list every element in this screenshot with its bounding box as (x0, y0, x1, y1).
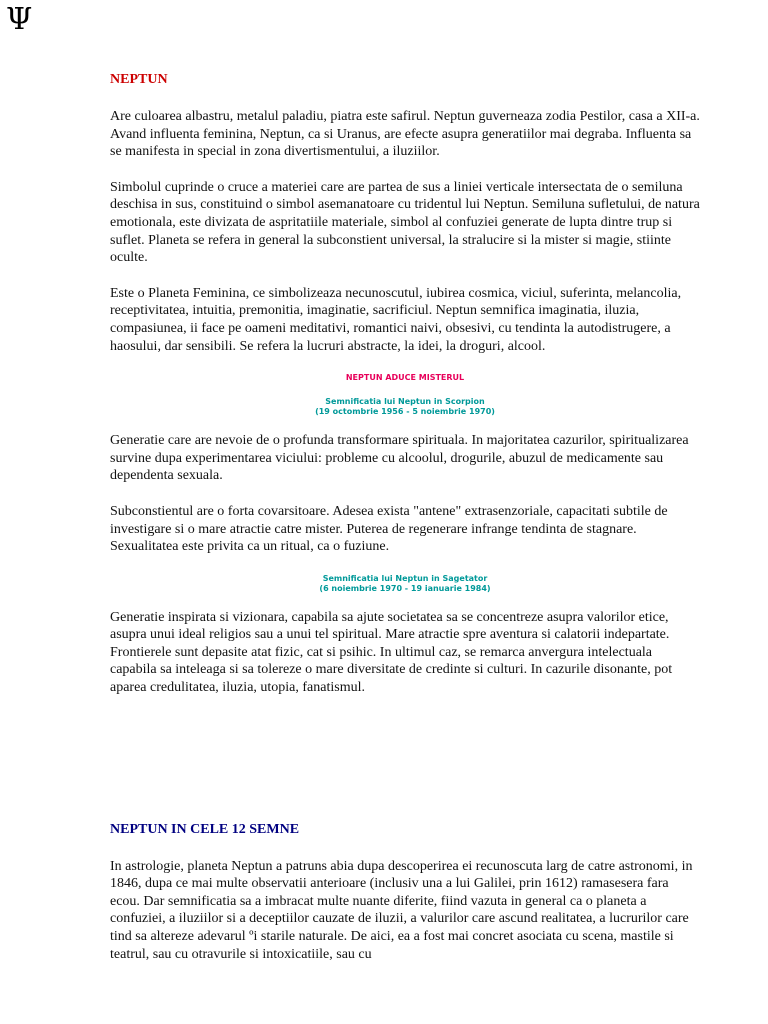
banner-title: NEPTUN ADUCE MISTERUL (345, 373, 465, 383)
section-title-neptun-12-semne: NEPTUN IN CELE 12 SEMNE (110, 821, 300, 837)
paragraph: In astrologie, planeta Neptun a patruns abia dupa descoperirea ei recunoscuta larg de catre astronomi, in 1846, dupa ce mai multe observatii anterioare (inclusiv una a lui Galilei, prin 1612) ramasesera fara ecou. Dar semnificatia sa a imbracat multe nuante diferite, fiind vazuta in general ca o planeta a confuziei, a iluziilor si a deceptiilor cauzate de iluzii, a valurilor care ascund realitatea, a lucrurilor care tind sa altereze adevarul ºi starile naturale. De aici, ea a fost mai concret asociata cu scena, mastile si teatrul, sau cu otravurile si intoxicatiile, sau cu (110, 858, 693, 962)
paragraph: Generatie inspirata si vizionara, capabila sa ajute societatea sa se concentreze asupra valorilor etice, asupra unui ideal religios sau a unui tel spiritual. Mare atractie spre aventura si calatorii indepartate. (110, 609, 670, 643)
paragraph: Frontierele sunt depasite atat fizic, cat si psihic. In ultimul caz, se remarca anvergura intelectuala capabila sa inteleaga si sa tolereze o mare diversitate de credinte si culturi. In cazurile disonante, pot aparea credulitatea, iluzia, utopia, fanatismul. (110, 644, 673, 696)
paragraph: Simbolul cuprinde o cruce a materiei care are partea de sus a liniei verticale intersectata de o semiluna deschisa in sus, constituind o simbol asemanatoare cu tridentul lui Neptun. Semiluna sufletului, de natura emotionala, este divizata de aspritatiile materiale, simbol al confuziei generate de lupta dintre trup si suflet. Planeta se refera in general la subconstient universal, la stralucire si la mister si magie, stiinte oculte. (110, 179, 700, 266)
subsection-dates-scorpion: (19 octombrie 1956 - 5 noiembrie 1970) (315, 407, 495, 417)
subsection-dates-sagetator: (6 noiembrie 1970 - 19 ianuarie 1984) (319, 583, 491, 593)
neptune-symbol-icon: Ψ (6, 2, 33, 37)
section-title-neptun: NEPTUN (110, 72, 168, 87)
paragraph: Subconstientul are o forta covarsitoare. Adesea exista "antene" extrasenzoriale, capacitati subtile de investigare si o mare atractie catre mister. Puterea de regenerare infrange tendinta de stagnare. Sexualitatea este privita ca un ritual, ca o fuziune. (110, 503, 668, 555)
paragraph: Generatie care are nevoie de o profunda transformare spirituala. In majoritatea cazurilor, spiritualizarea survine dupa experimentarea viciului: probleme cu alcoolul, drogurile, abuzul de medicamente sau dependenta sexuala. (110, 433, 689, 484)
subsection-title-sagetator: Semnificatia lui Neptun in Sagetator (322, 573, 488, 583)
subsection-title-scorpion: Semnificatia lui Neptun in Scorpion (325, 397, 485, 407)
document-content (110, 71, 700, 963)
paragraph: Are culoarea albastru, metalul paladiu, piatra este safirul. Neptun guverneaza zodia Pestilor, casa a XII-a. Avand influenta feminina, Neptun, ca si Uranus, are efecte asupra generatiilor mai degraba. Influenta sa se manifesta in special in zona divertismentului, a iluziilor. (110, 109, 700, 160)
paragraph: Este o Planeta Feminina, ce simbolizeaza necunoscutul, iubirea cosmica, viciul, suferinta, melancolia, receptivitatea, intuitia, premonitia, imaginatie, sacrificiul. Neptun semnifica imaginatia, iluzia, compasiunea, ii face pe oameni meditativi, romantici naivi, obsesivi, cu tendinta la autodistrugere, a haosului, dar sensibili. Se refera la lucruri abstracte, la idei, la droguri, alcool. (110, 285, 682, 354)
